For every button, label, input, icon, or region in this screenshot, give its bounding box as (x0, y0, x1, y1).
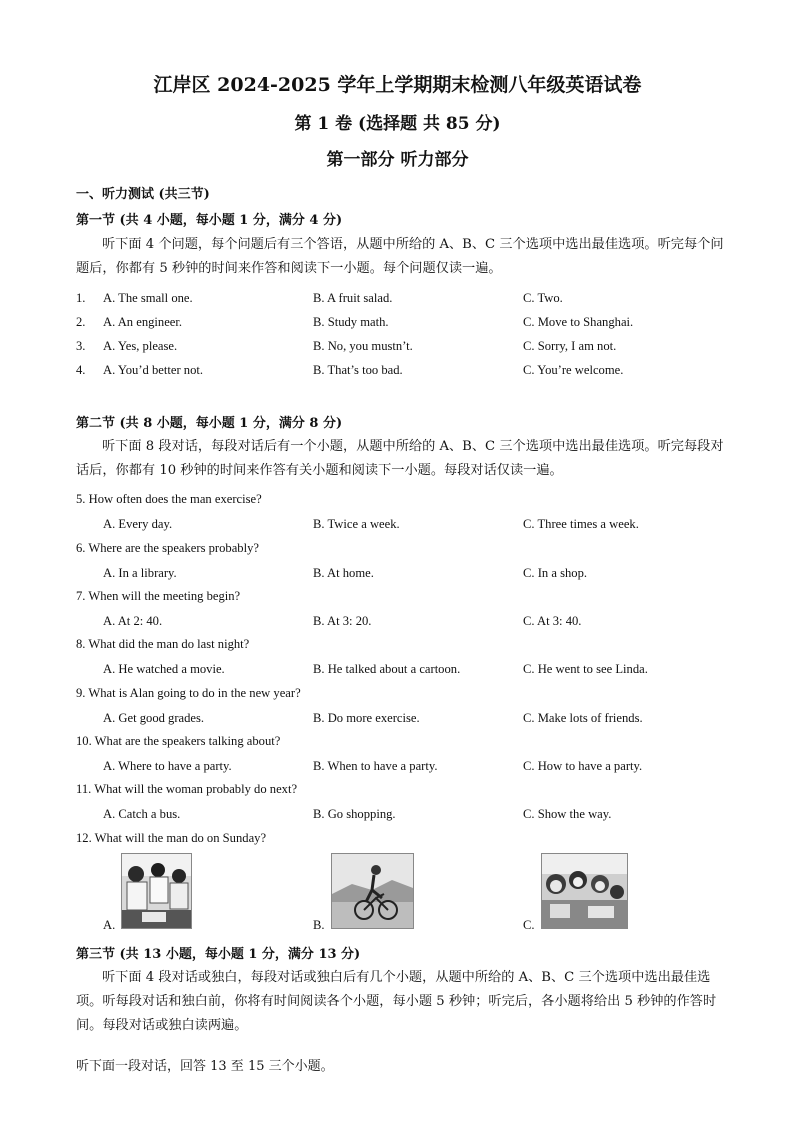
question-number: 1. (76, 291, 86, 305)
option-c: C. How to have a party. (523, 759, 643, 773)
question-number: 4. (76, 363, 86, 377)
option-a: A. (103, 918, 116, 932)
option-a: A. Get good grades. (103, 711, 205, 725)
sec3-lead-text: 听下面一段对话，回答 13 至 15 三个小题。 (76, 1059, 334, 1074)
sec2-heading: 第二节 (共 8 小题，每小题 1 分，满分 8 分) (76, 416, 343, 431)
option-b: B. Twice a week. (313, 517, 400, 531)
question-text: 6. Where are the speakers probably? (76, 541, 259, 555)
option-a: A. Every day. (103, 517, 173, 531)
exam-title: 江岸区 2024-2025 学年上学期期末检测八年级英语试卷 (153, 74, 642, 96)
sec1-instructions: 听下面 4 个问题，每个问题后有三个答语，从题中所给的 A、B、C 三个选项中选出最佳选项。听完每个问题后，你都有 5 秒钟的时间来作答和阅读下一小题。每个问题仅读一遍。 (76, 237, 724, 276)
sec3-instructions: 听下面 4 段对话或独白，每段对话或独白后有几个小题，从题中所给的 A、B、C 三个选项中选出最佳选项。听每段对话和独白前，你将有时间阅读各个小题，每小题 5 秒钟；听完后，各小题将给出 5 秒钟的作答时间。每段对话或独白读两遍。 (76, 970, 717, 1033)
option-c: C. In a shop. (523, 566, 588, 580)
option-c: C. Sorry, I am not. (523, 339, 617, 353)
cycling-picture (331, 853, 414, 929)
sec1-heading: 第一节 (共 4 小题，每小题 1 分，满分 4 分) (76, 213, 343, 228)
question-text: 7. When will the meeting begin? (76, 589, 241, 603)
option-b: B. (313, 918, 325, 932)
option-c: C. Make lots of friends. (523, 711, 643, 725)
question-text: 9. What is Alan going to do in the new year? (76, 686, 301, 700)
section-heading: 一、听力测试 (共三节) (76, 187, 210, 202)
option-a: A. At 2: 40. (103, 614, 163, 628)
question-number: 2. (76, 315, 86, 329)
option-c: C. Three times a week. (523, 517, 639, 531)
question-text: 10. What are the speakers talking about? (76, 734, 281, 748)
option-b: B. Do more exercise. (313, 711, 420, 725)
students-studying-picture (121, 853, 192, 929)
option-b: B. He talked about a cartoon. (313, 662, 461, 676)
option-c: C. You’re welcome. (523, 363, 624, 377)
question-text: 11. What will the woman probably do next? (76, 782, 298, 796)
question-text: 8. What did the man do last night? (76, 637, 250, 651)
option-c: C. (523, 918, 535, 932)
option-a: A. Where to have a party. (103, 759, 232, 773)
option-a: A. In a library. (103, 566, 177, 580)
option-b: B. That’s too bad. (313, 363, 403, 377)
question-text: 12. What will the man do on Sunday? (76, 831, 267, 845)
option-b: B. Go shopping. (313, 807, 396, 821)
option-a: A. Yes, please. (103, 339, 178, 353)
question-number: 3. (76, 339, 86, 353)
option-c: C. He went to see Linda. (523, 662, 648, 676)
option-b: B. At home. (313, 566, 374, 580)
option-a: A. You’d better not. (103, 363, 204, 377)
option-a: A. The small one. (103, 291, 193, 305)
option-b: B. A fruit salad. (313, 291, 393, 305)
option-c: C. At 3: 40. (523, 614, 582, 628)
option-b: B. When to have a party. (313, 759, 438, 773)
sec3-heading: 第三节 (共 13 小题，每小题 1 分，满分 13 分) (76, 947, 361, 962)
option-a: A. He watched a movie. (103, 662, 225, 676)
part-title: 第一部分 听力部分 (326, 150, 469, 170)
option-a: A. An engineer. (103, 315, 183, 329)
friends-party-picture (541, 853, 628, 929)
option-b: B. At 3: 20. (313, 614, 372, 628)
option-c: C. Move to Shanghai. (523, 315, 634, 329)
question-text: 5. How often does the man exercise? (76, 492, 262, 506)
option-b: B. No, you mustn’t. (313, 339, 413, 353)
volume-title: 第 1 卷 (选择题 共 85 分) (294, 114, 501, 134)
option-b: B. Study math. (313, 315, 389, 329)
option-a: A. Catch a bus. (103, 807, 181, 821)
option-c: C. Two. (523, 291, 563, 305)
sec2-instructions: 听下面 8 段对话，每段对话后有一个小题，从题中所给的 A、B、C 三个选项中选出最佳选项。听完每段对话后，你都有 10 秒钟的时间来作答有关小题和阅读下一小题。每段对话仅读一遍。 (76, 439, 724, 478)
option-c: C. Show the way. (523, 807, 612, 821)
